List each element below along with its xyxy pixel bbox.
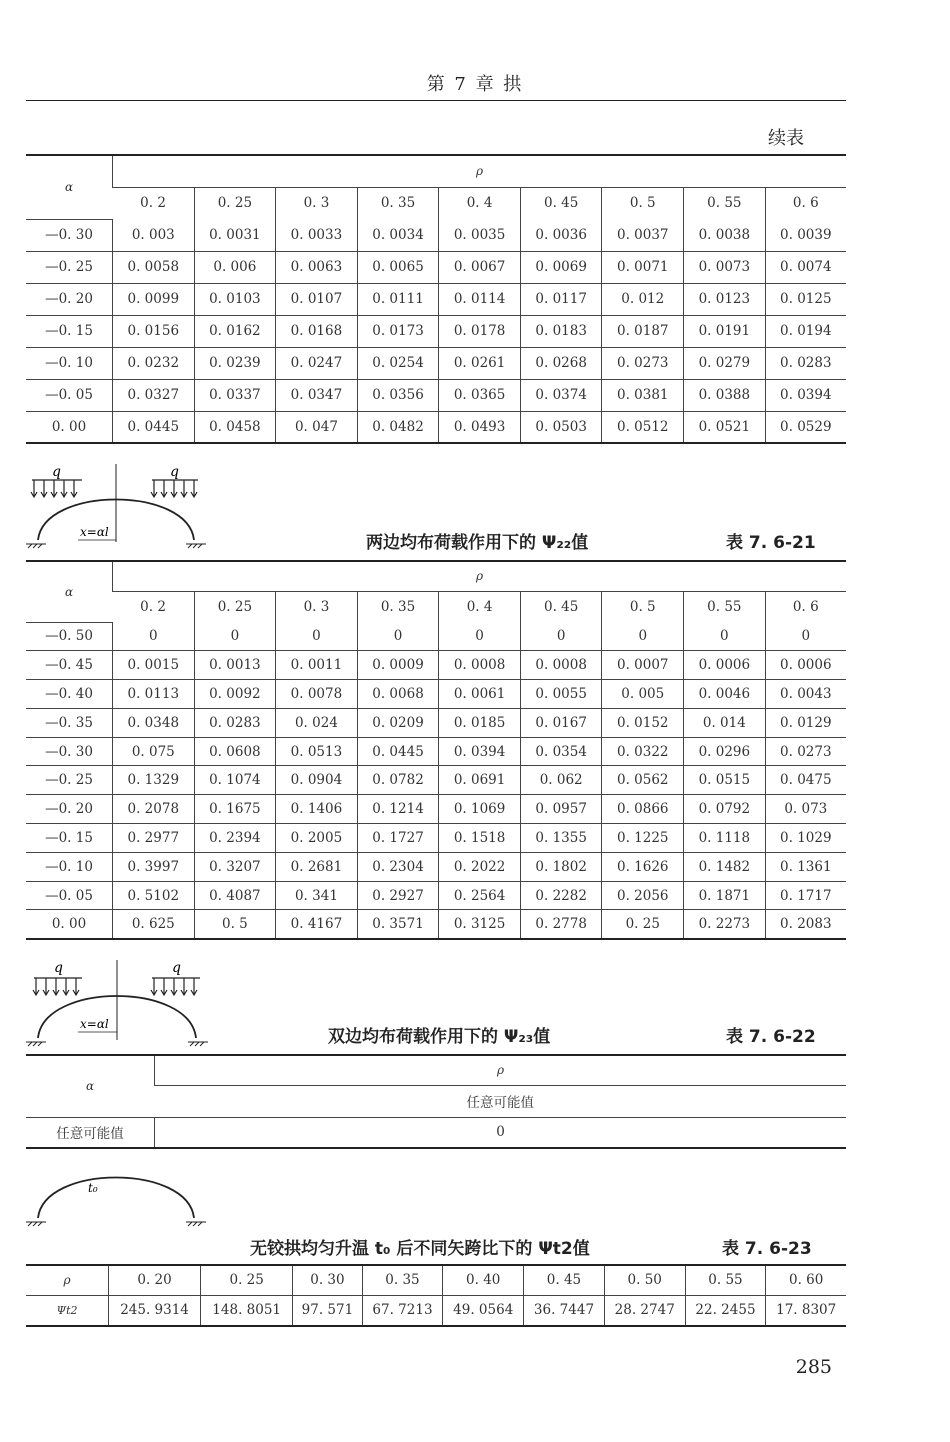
rho-row-label: ρ (26, 1265, 109, 1295)
column-header: 0. 2 (140, 598, 166, 615)
table-21-number: 表 7. 6-21 (726, 533, 816, 553)
table-cell: 0. 0515 (684, 766, 766, 795)
table-row (26, 219, 846, 251)
table-row (26, 411, 846, 443)
table-21-caption: 两边均布荷载作用下的 Ψ₂₂值 (366, 533, 589, 553)
table-cell: 0. 0782 (357, 766, 439, 795)
table-cell: 0. 2681 (276, 852, 358, 881)
table-cell: 0. 0194 (765, 315, 846, 347)
table-cell: 0. 1225 (602, 824, 684, 853)
table-cell: 0. 0458 (194, 411, 276, 443)
table-cell: 0. 0394 (439, 737, 521, 766)
table-cell: 0. 005 (602, 680, 684, 709)
table-cell: 0. 0123 (684, 283, 766, 315)
table-cell: 0. 0348 (113, 708, 195, 737)
rho-header: ρ (113, 155, 847, 187)
table-cell: 0. 1361 (765, 852, 846, 881)
table-cell: 0. 047 (276, 411, 358, 443)
alpha-cell: —0. 10 (26, 852, 113, 881)
table-row (26, 651, 846, 680)
table-cell: 0. 024 (276, 708, 358, 737)
table-cell: 0. 0178 (439, 315, 521, 347)
table-cell: 0. 0322 (602, 737, 684, 766)
table-cell: 17. 8307 (766, 1295, 846, 1326)
table-cell: 0. 2005 (276, 824, 358, 853)
table-row (26, 737, 846, 766)
row-label: 任意可能值 (56, 1126, 124, 1143)
table-cell: 0. 1802 (520, 852, 602, 881)
table-cell: 0. 0152 (602, 708, 684, 737)
alpha-cell: —0. 40 (26, 680, 113, 709)
table-cell: 148. 8051 (201, 1295, 293, 1326)
table-row (26, 283, 846, 315)
column-header: 0. 50 (604, 1265, 685, 1295)
table-cell: 0. 0006 (684, 651, 766, 680)
column-header: 0. 6 (765, 187, 846, 219)
table-cell: 0 (276, 622, 358, 651)
column-header: 0. 45 (520, 187, 602, 219)
table-cell: 0. 0354 (520, 737, 602, 766)
table-cell: 0. 0185 (439, 708, 521, 737)
table-cell: 0. 0125 (765, 283, 846, 315)
table-cell: 0. 0521 (684, 411, 766, 443)
position-label: x=αl (80, 1017, 109, 1031)
alpha-cell: —0. 35 (26, 708, 113, 737)
table-23-caption: 无铰拱均匀升温 t₀ 后不同矢跨比下的 Ψt2值 (250, 1239, 590, 1259)
alpha-header: α (26, 1055, 155, 1117)
temperature-label: t₀ (88, 1181, 98, 1195)
table-cell: 0. 012 (602, 283, 684, 315)
table-cell: 0. 0273 (602, 347, 684, 379)
table-cell: 0. 0035 (439, 219, 521, 251)
table-cell: 0. 2304 (357, 852, 439, 881)
column-header: 0. 55 (684, 187, 766, 219)
column-header: 0. 35 (362, 1265, 443, 1295)
table-cell: 0. 0055 (520, 680, 602, 709)
table-cell: 0. 2927 (357, 881, 439, 910)
table-cell: 0. 1482 (684, 852, 766, 881)
table-cell: 0. 0068 (357, 680, 439, 709)
arch-curve (38, 1178, 194, 1219)
column-header: 0. 20 (109, 1265, 201, 1295)
supports (26, 544, 206, 548)
table-cell: 0. 0365 (439, 379, 521, 411)
table-cell: 0. 0063 (276, 251, 358, 283)
rho-header: ρ (155, 1055, 847, 1085)
column-header: 0. 4 (439, 187, 521, 219)
table-row (26, 622, 846, 651)
table-cell: 49. 0564 (443, 1295, 524, 1326)
table-cell: 0. 0031 (194, 219, 276, 251)
table-cell: 0. 3997 (113, 852, 195, 881)
table-cell: 0. 0904 (276, 766, 358, 795)
table-cell: 36. 7447 (524, 1295, 605, 1326)
table-cell: 0. 2282 (520, 881, 602, 910)
column-header: 0. 3 (276, 187, 358, 219)
table-cell: 0. 1717 (765, 881, 846, 910)
table-cell: 0. 0296 (684, 737, 766, 766)
table-cell: 0. 0209 (357, 708, 439, 737)
table-cell: 0. 2056 (602, 881, 684, 910)
page-number: 285 (795, 1356, 832, 1378)
table-row (26, 852, 846, 881)
table-cell: 0. 0173 (357, 315, 439, 347)
table-row (26, 708, 846, 737)
position-label: x=αl (80, 525, 109, 539)
table-cell: 0 (194, 622, 276, 651)
table-cell: 0. 2083 (765, 910, 846, 939)
table-23-number: 表 7. 6-23 (722, 1239, 812, 1259)
table-cell: 0 (357, 622, 439, 651)
table-cell: 0. 0046 (684, 680, 766, 709)
table-cell: 0. 4087 (194, 881, 276, 910)
table-cell: 0. 5102 (113, 881, 195, 910)
table-cell: 0. 0071 (602, 251, 684, 283)
table-cell: 0. 0009 (357, 651, 439, 680)
column-header: 0. 60 (766, 1265, 846, 1295)
table-cell: 0. 0011 (276, 651, 358, 680)
column-header: 0. 30 (293, 1265, 362, 1295)
chapter-header: 第 7 章 拱 (426, 74, 524, 95)
table-cell: 0. 3207 (194, 852, 276, 881)
alpha-cell: —0. 05 (26, 881, 113, 910)
supports (26, 1042, 208, 1046)
table-cell: 0. 0957 (520, 795, 602, 824)
table-cell: 0. 0156 (113, 315, 195, 347)
table-22-number: 表 7. 6-22 (726, 1027, 816, 1047)
alpha-cell: 0. 00 (51, 418, 87, 435)
table-cell: 0. 0273 (765, 737, 846, 766)
table-cell: 0. 0039 (765, 219, 846, 251)
table-row (26, 881, 846, 910)
table-row (26, 824, 846, 853)
alpha-header: α (26, 561, 113, 622)
table-cell: 0. 2977 (113, 824, 195, 853)
table-row (26, 910, 846, 939)
table-cell: 0. 0162 (194, 315, 276, 347)
table-cell: 0. 0475 (765, 766, 846, 795)
column-header: 0. 6 (765, 591, 846, 622)
table-row (26, 347, 846, 379)
table-cell: 0. 2022 (439, 852, 521, 881)
table-cell: 0. 25 (602, 910, 684, 939)
continued-label: 续表 (768, 128, 804, 149)
table-cell: 0. 341 (276, 881, 358, 910)
load-right (151, 480, 198, 497)
table-cell: 0. 0074 (765, 251, 846, 283)
table-cell: 0. 0337 (194, 379, 276, 411)
table-cell: 0. 0036 (520, 219, 602, 251)
table-cell: 0. 0037 (602, 219, 684, 251)
alpha-cell: —0. 30 (26, 737, 113, 766)
table-cell: 0. 0608 (194, 737, 276, 766)
table-row (26, 680, 846, 709)
table-cell: 0. 0381 (602, 379, 684, 411)
table-cell: 0. 1214 (357, 795, 439, 824)
table-cell: 0. 0866 (602, 795, 684, 824)
table-cell: 0. 0445 (357, 737, 439, 766)
table-7-6-21 (26, 560, 846, 940)
table-cell: 0. 0493 (439, 411, 521, 443)
column-header: 任意可能值 (155, 1085, 847, 1117)
table-cell: 0. 073 (765, 795, 846, 824)
table-cell: 0. 0092 (194, 680, 276, 709)
alpha-header: α (26, 155, 113, 219)
table-cell: 0. 0107 (276, 283, 358, 315)
column-header: 0. 55 (684, 591, 766, 622)
arch-diagram-3 (22, 1166, 222, 1232)
table-cell: 0. 3571 (357, 910, 439, 939)
table-cell: 0. 0232 (113, 347, 195, 379)
table-cell: 0. 1329 (113, 766, 195, 795)
table-cell: 0. 0283 (194, 708, 276, 737)
load-label-left: q (54, 960, 63, 976)
table-cell: 0. 0503 (520, 411, 602, 443)
table-cell: 0. 0191 (684, 315, 766, 347)
table-cell: 0. 4167 (276, 910, 358, 939)
table-cell: 0. 0099 (113, 283, 195, 315)
table-cell: 0. 0445 (113, 411, 195, 443)
table-cell: 0. 003 (113, 219, 195, 251)
table-7-6-23 (26, 1264, 846, 1327)
table-7-6-22 (26, 1054, 846, 1149)
table-cell: 0. 1727 (357, 824, 439, 853)
table-cell: 0. 5 (194, 910, 276, 939)
table-22-caption: 双边均布荷载作用下的 Ψ₂₃值 (328, 1027, 551, 1047)
table-cell: 0. 0043 (765, 680, 846, 709)
load-label-right: q (170, 464, 179, 480)
table-cell: 0. 0513 (276, 737, 358, 766)
table-cell: 0. 0388 (684, 379, 766, 411)
table-cell: 0. 0114 (439, 283, 521, 315)
table-cell: 0. 0073 (684, 251, 766, 283)
column-header: 0. 3 (276, 591, 358, 622)
table-cell: 0 (113, 622, 195, 651)
table-cell: 0. 0268 (520, 347, 602, 379)
table-cell: 0. 0006 (765, 651, 846, 680)
table-cell: 0. 0562 (602, 766, 684, 795)
column-header: 0. 25 (194, 187, 276, 219)
load-right (151, 978, 200, 995)
table-cell: 0. 1406 (276, 795, 358, 824)
table-cell: 97. 571 (293, 1295, 362, 1326)
table-cell: 0. 014 (684, 708, 766, 737)
table-cell: 0 (520, 622, 602, 651)
column-header: 0. 25 (201, 1265, 293, 1295)
table-cell: 0. 2078 (113, 795, 195, 824)
table-cell: 0. 0168 (276, 315, 358, 347)
supports (26, 1222, 206, 1226)
column-header: 0. 5 (602, 591, 684, 622)
table-cell: 0 (684, 622, 766, 651)
table-cell: 0. 0239 (194, 347, 276, 379)
alpha-cell: —0. 05 (26, 379, 113, 411)
load-label-right: q (172, 960, 181, 976)
column-header: 0. 45 (520, 591, 602, 622)
table-cell: 0. 0792 (684, 795, 766, 824)
table-row (26, 379, 846, 411)
alpha-cell: —0. 15 (26, 315, 113, 347)
table-cell: 0. 0008 (520, 651, 602, 680)
table-cell: 0. 0113 (113, 680, 195, 709)
table-cell: 0. 1626 (602, 852, 684, 881)
table-cell: 0. 2778 (520, 910, 602, 939)
table-row (26, 315, 846, 347)
arch-diagram-2 (22, 956, 222, 1050)
table-cell: 0. 2394 (194, 824, 276, 853)
table-cell: 0. 0356 (357, 379, 439, 411)
table-cell: 0. 0015 (113, 651, 195, 680)
arch-diagram-1 (22, 460, 222, 552)
table-cell: 28. 2747 (604, 1295, 685, 1326)
alpha-cell: —0. 30 (26, 219, 113, 251)
continued-table (26, 154, 846, 444)
table-cell: 0. 625 (113, 910, 195, 939)
table-cell: 0. 062 (520, 766, 602, 795)
table-cell: 0. 0347 (276, 379, 358, 411)
alpha-cell: —0. 20 (26, 795, 113, 824)
table-cell: 0. 0183 (520, 315, 602, 347)
alpha-cell: —0. 50 (26, 622, 113, 651)
table-cell: 0. 0065 (357, 251, 439, 283)
table-cell: 0. 1518 (439, 824, 521, 853)
table-cell: 0. 1069 (439, 795, 521, 824)
table-row (26, 766, 846, 795)
table-cell: 0. 2564 (439, 881, 521, 910)
header-rule (26, 100, 846, 101)
table-cell: 0. 0394 (765, 379, 846, 411)
table-cell: 0. 0261 (439, 347, 521, 379)
load-label-left: q (52, 464, 61, 480)
alpha-cell: —0. 25 (26, 766, 113, 795)
table-cell: 0. 3125 (439, 910, 521, 939)
table-cell: 0. 0529 (765, 411, 846, 443)
table-cell: 0. 0067 (439, 251, 521, 283)
table-cell: 0. 2273 (684, 910, 766, 939)
load-left (33, 978, 82, 995)
column-header: 0. 2 (140, 195, 166, 212)
table-cell: 0. 0691 (439, 766, 521, 795)
table-cell: 0. 0069 (520, 251, 602, 283)
table-cell: 0 (439, 622, 521, 651)
table-cell: 0. 0247 (276, 347, 358, 379)
table-cell: 0. 0327 (113, 379, 195, 411)
table-cell: 0. 1029 (765, 824, 846, 853)
alpha-cell: —0. 25 (26, 251, 113, 283)
table-cell: 0. 0167 (520, 708, 602, 737)
column-header: 0. 25 (194, 591, 276, 622)
column-header: 0. 35 (357, 187, 439, 219)
alpha-cell: —0. 45 (26, 651, 113, 680)
table-cell: 0. 0058 (113, 251, 195, 283)
column-header: 0. 5 (602, 187, 684, 219)
table-cell: 0. 0013 (194, 651, 276, 680)
table-cell: 0. 0034 (357, 219, 439, 251)
table-cell: 67. 7213 (362, 1295, 443, 1326)
table-cell: 0. 0512 (602, 411, 684, 443)
table-cell: 0. 1118 (684, 824, 766, 853)
column-header: 0. 40 (443, 1265, 524, 1295)
table-cell: 22. 2455 (685, 1295, 766, 1326)
table-cell: 0. 1871 (684, 881, 766, 910)
column-header: 0. 4 (439, 591, 521, 622)
table-cell: 0. 0111 (357, 283, 439, 315)
table-cell: 0 (765, 622, 846, 651)
table-cell: 0. 1675 (194, 795, 276, 824)
table-cell: 0. 1355 (520, 824, 602, 853)
table-cell: 0. 1074 (194, 766, 276, 795)
table-cell: 0. 0033 (276, 219, 358, 251)
table-cell: 0. 075 (113, 737, 195, 766)
alpha-cell: —0. 15 (26, 824, 113, 853)
table-cell: 0. 0482 (357, 411, 439, 443)
table-cell: 0. 0061 (439, 680, 521, 709)
alpha-cell: 0. 00 (51, 916, 87, 933)
table-cell: 0. 0008 (439, 651, 521, 680)
table-cell: 0. 0283 (765, 347, 846, 379)
column-header: 0. 35 (357, 591, 439, 622)
table-cell: 0 (602, 622, 684, 651)
table-cell: 0. 0129 (765, 708, 846, 737)
table-cell: 0. 0117 (520, 283, 602, 315)
table-cell: 0. 0374 (520, 379, 602, 411)
table-cell: 0. 0103 (194, 283, 276, 315)
load-left (31, 480, 82, 497)
table-cell: 245. 9314 (109, 1295, 201, 1326)
table-row (26, 795, 846, 824)
table-cell: 0. 0254 (357, 347, 439, 379)
rho-header: ρ (113, 561, 847, 591)
column-header: 0. 45 (524, 1265, 605, 1295)
table-cell: 0. 006 (194, 251, 276, 283)
table-cell: 0. 0078 (276, 680, 358, 709)
psi-row-label: Ψt2 (56, 1303, 78, 1317)
table-row (26, 251, 846, 283)
table-cell: 0. 0038 (684, 219, 766, 251)
column-header: 0. 55 (685, 1265, 766, 1295)
table-cell: 0. 0007 (602, 651, 684, 680)
alpha-cell: —0. 20 (26, 283, 113, 315)
table-cell: 0 (155, 1117, 847, 1148)
table-cell: 0. 0187 (602, 315, 684, 347)
table-cell: 0. 0279 (684, 347, 766, 379)
alpha-cell: —0. 10 (26, 347, 113, 379)
